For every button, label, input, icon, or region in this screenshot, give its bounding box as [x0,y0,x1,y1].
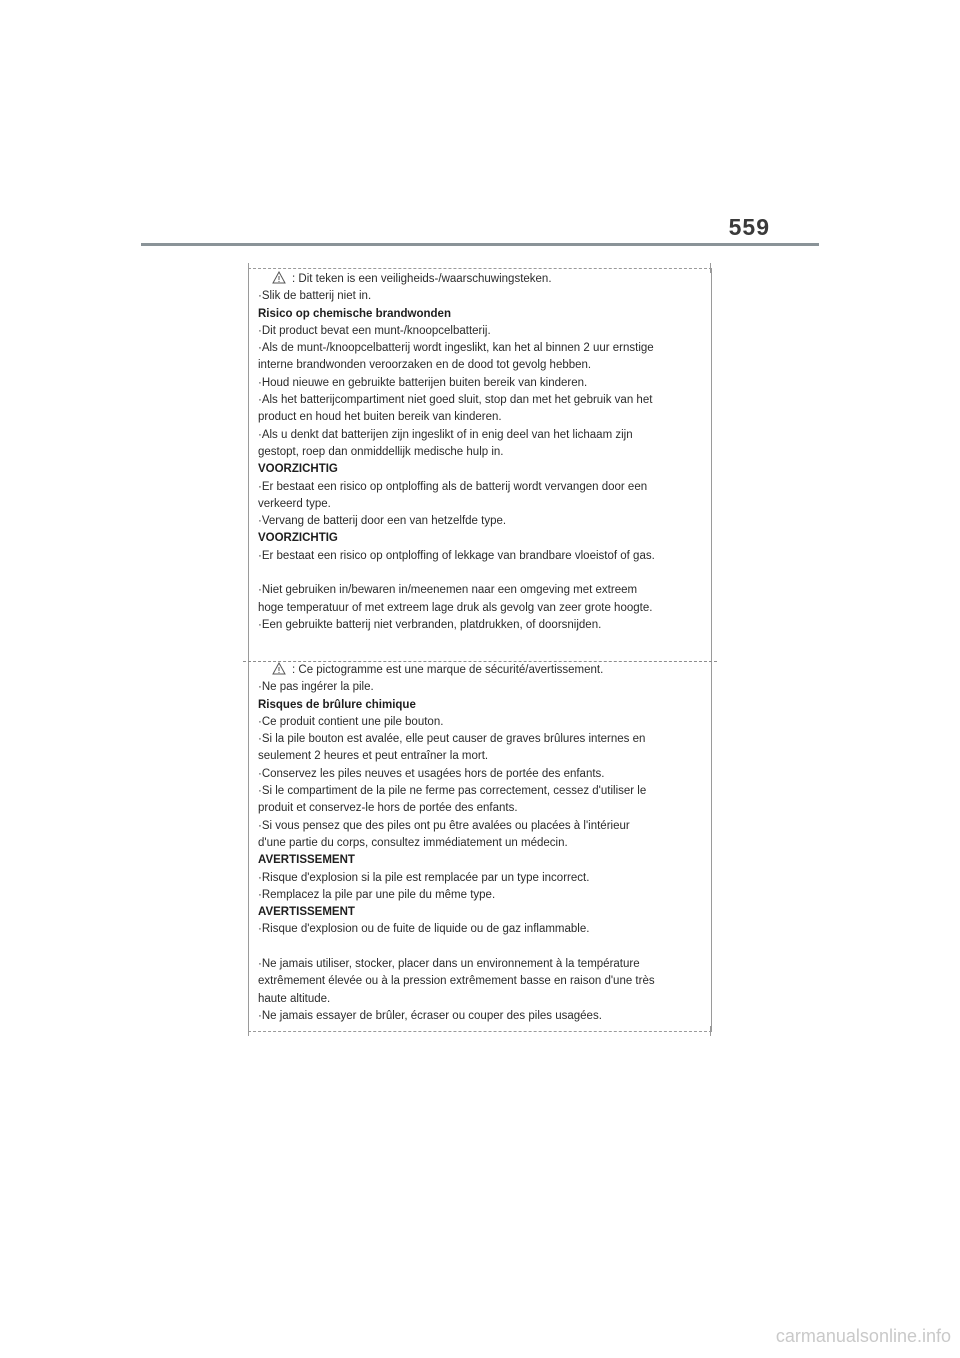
warning-line: ·Risque d'explosion ou de fuite de liquide ou de gaz inflammable. [258,923,590,936]
warning-line: ·Si le compartiment de la pile ne ferme pas correctement, cessez d'utiliser le [258,785,647,798]
warning-line: ·Als de munt-/knoopcelbatterij wordt ingeslikt, kan het al binnen 2 uur ernstige [258,342,654,355]
warning-header-fr [258,662,701,679]
battery-warning-label [248,268,712,1032]
warning-line: ·Er bestaat een risico op ontploffing als de batterij wordt vervangen door een [258,480,648,493]
warning-line: interne brandwonden veroorzaken en de dood tot gevolg hebben. [258,359,592,372]
blank-line [258,565,701,582]
warning-line: ·Niet gebruiken in/bewaren in/meenemen naar een omgeving met extreem [258,584,638,597]
crop-mark [248,1026,249,1036]
dutch-warning-section [249,271,711,634]
warning-line: ·Ne jamais utiliser, stocker, placer dans un environnement à la température [258,958,640,971]
warning-line: ·Ce produit contient une pile bouton. [258,715,444,728]
warning-line: hoge temperatuur of met extreem lage druk als gevolg van zeer grote hoogte. [258,601,653,614]
warning-line: produit et conservez-le hors de portée des enfants. [258,802,518,815]
warning-line: d'une partie du corps, consultez immédiatement un médecin. [258,836,568,849]
warning-header-text: : Ce pictogramme est une marque de sécurité/avertissement. [292,664,604,676]
warning-line: ·Conservez les piles neuves et usagées hors de portée des enfants. [258,767,605,780]
warning-line: ·Vervang de batterij door een van hetzelfde type. [258,515,507,528]
crop-mark [710,1026,711,1036]
warning-triangle-icon [272,271,286,284]
warning-line: ·Ne jamais essayer de brûler, écraser ou couper des piles usagées. [258,1009,602,1022]
page-number: 559 [728,214,770,240]
warning-line: ·Ne pas ingérer la pile. [258,681,374,694]
french-warning-section [249,662,711,1025]
warning-heading: AVERTISSEMENT [258,854,355,867]
warning-line: extrêmement élevée ou à la pression extrêmement basse en raison d'une très [258,975,655,988]
warning-line: ·Remplacez la pile par une pile du même type. [258,888,496,901]
warning-header-nl [258,271,701,288]
warning-line: ·Risque d'explosion si la pile est remplacée par un type incorrect. [258,871,590,884]
header-rule [141,243,819,246]
warning-line: ·Als u denkt dat batterijen zijn ingeslikt of in enig deel van het lichaam zijn [258,428,633,441]
watermark: carmanualsonline.info [775,1326,951,1346]
warning-line: ·Houd nieuwe en gebruikte batterijen buiten bereik van kinderen. [258,376,588,389]
warning-line: product en houd het buiten bereik van kinderen. [258,411,502,424]
warning-line: ·Slik de batterij niet in. [258,290,372,303]
caution-heading: VOORZICHTIG [258,532,338,545]
warning-line: seulement 2 heures et peut entraîner la mort. [258,750,489,763]
warning-line: ·Si vous pensez que des piles ont pu être avalées ou placées à l'intérieur [258,819,630,832]
warning-line: ·Een gebruikte batterij niet verbranden, platdrukken, of doorsnijden. [258,618,602,631]
blank-line [258,939,701,956]
warning-heading: AVERTISSEMENT [258,906,355,919]
warning-line: ·Als het batterijcompartiment niet goed sluit, stop dan met het gebruik van het [258,394,653,407]
caution-heading: VOORZICHTIG [258,463,338,476]
warning-line: ·Dit product bevat een munt-/knoopcelbatterij. [258,324,491,337]
warning-line: verkeerd type. [258,497,331,510]
warning-header-text: : Dit teken is een veiligheids-/waarschuwingsteken. [292,273,552,285]
warning-line: ·Er bestaat een risico op ontploffing of lekkage van brandbare vloeistof of gas. [258,549,655,562]
warning-line: haute altitude. [258,992,331,1005]
section-heading: Risico op chemische brandwonden [258,307,451,320]
warning-triangle-icon [272,662,286,675]
warning-line: ·Si la pile bouton est avalée, elle peut causer de graves brûlures internes en [258,733,646,746]
warning-line: gestopt, roep dan onmiddellijk medische hulp in. [258,445,504,458]
section-heading: Risques de brûlure chimique [258,698,416,711]
